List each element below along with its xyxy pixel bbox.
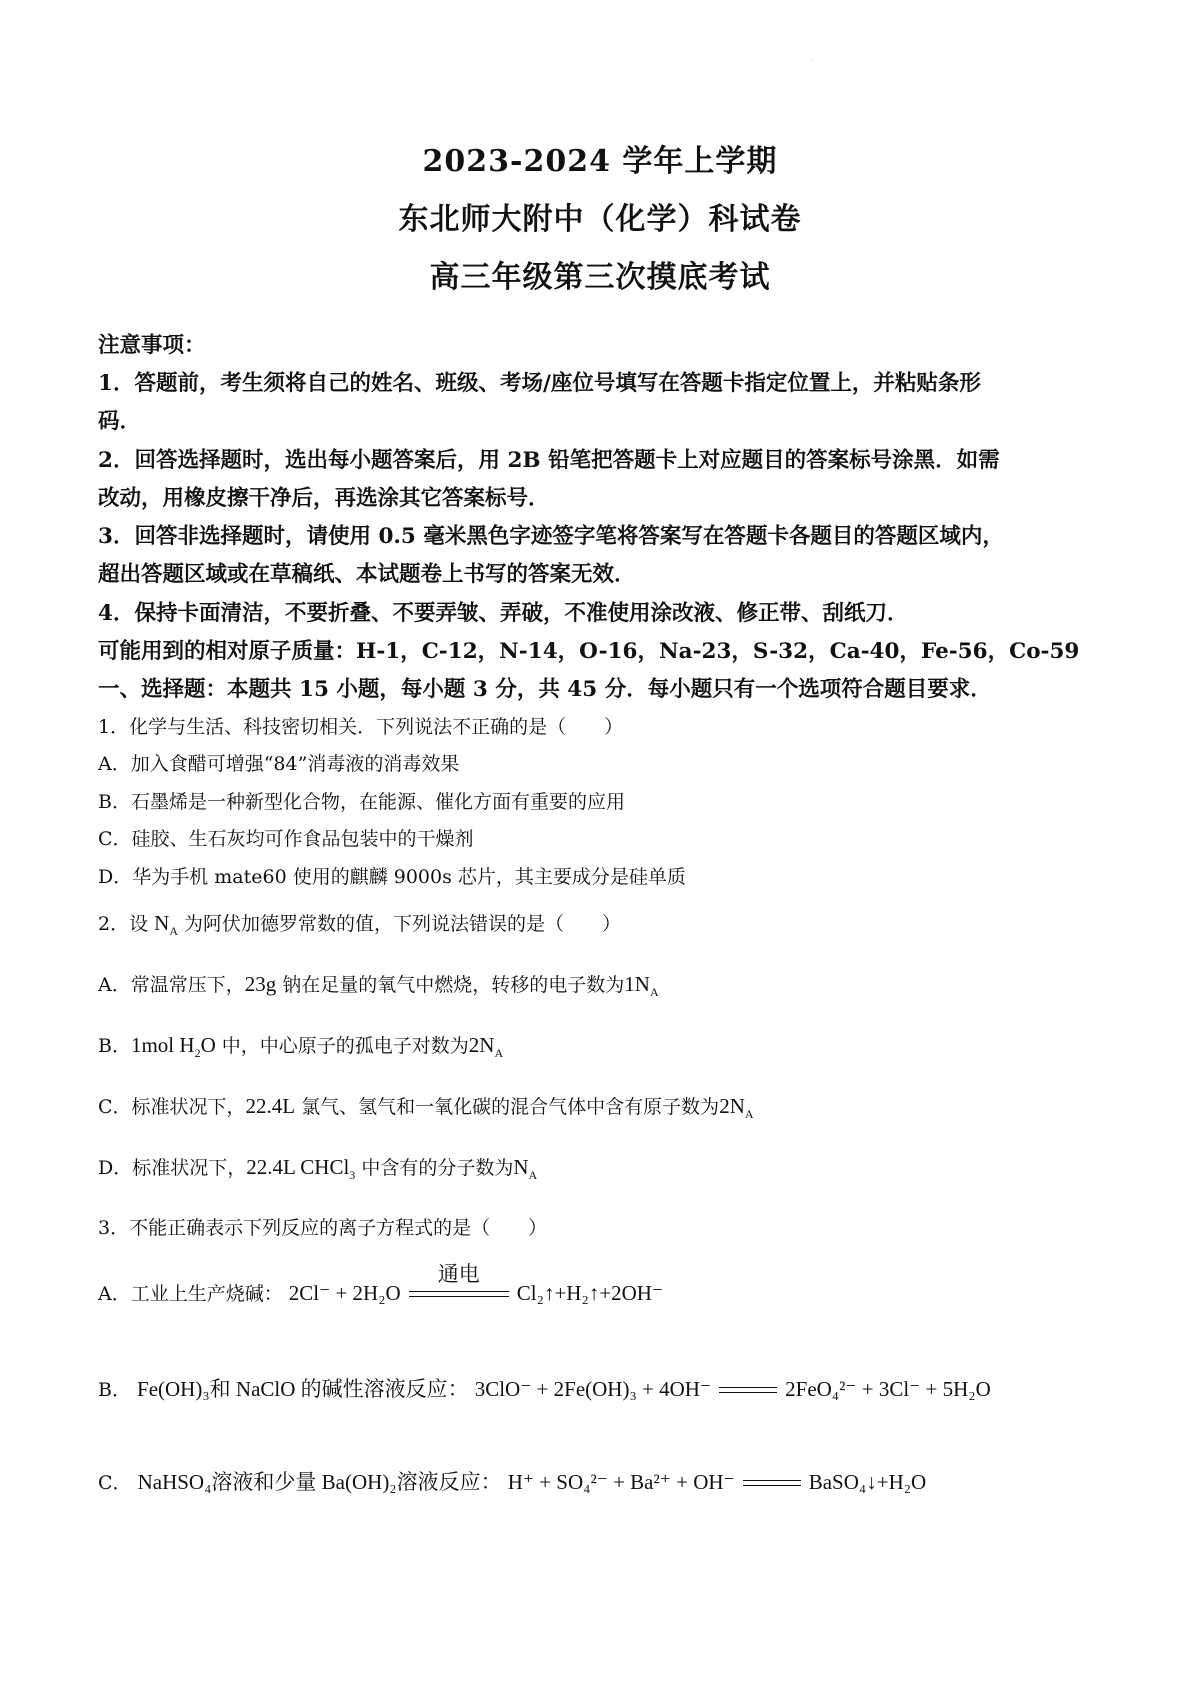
q3-option-c: C． NaHSO₄溶液和少量 Ba(OH)₂溶液反应： H⁺ + SO₄²⁻ + Ba²⁺ + OH⁻ BaSO₄↓+H₂O bbox=[98, 1470, 927, 1494]
q1-option-a: A．加入食醋可增强“84”消毒液的消毒效果 bbox=[98, 753, 460, 775]
q3-stem: 3．不能正确表示下列反应的离子方程式的是（ ） bbox=[98, 1217, 548, 1239]
title-line1: 2023-2024 学年上学期 bbox=[422, 144, 778, 179]
scan-speck: · bbox=[810, 58, 812, 65]
atomic-mass-line: 可能用到的相对原子质量：H-1，C-12，N-14，O-16，Na-23，S-32，Ca-40，Fe-56，Co-59 bbox=[98, 639, 1080, 664]
title-line2: 东北师大附中（化学）科试卷 bbox=[398, 202, 802, 237]
q2-stem: 2．设 $N_A$ 为阿伏加德罗常数的值，下列说法错误的是（ ） bbox=[98, 911, 622, 939]
section-heading: 一、选择题：本题共 15 小题，每小题 3 分，共 45 分．每小题只有一个选项符合题目要求． bbox=[98, 677, 992, 702]
q1-stem: 1．化学与生活、科技密切相关．下列说法不正确的是（ ） bbox=[98, 716, 624, 738]
notice-item3-b: 超出答题区域或在草稿纸、本试题卷上书写的答案无效． bbox=[98, 562, 636, 587]
title-line3: 高三年级第三次摸底考试 bbox=[429, 260, 771, 295]
q2-option-a: A．常温常压下，23g 钠在足量的氧气中燃烧，转移的电子数为$1N_A$ bbox=[98, 972, 659, 1000]
notice-item2-b: 改动，用橡皮擦干净后，再选涂其它答案标号． bbox=[98, 486, 550, 511]
q1-option-b: B．石墨烯是一种新型化合物，在能源、催化方面有重要的应用 bbox=[98, 791, 625, 813]
notice-item3-a: 3．回答非选择题时，请使用 0.5 毫米黑色字迹签字笔将答案写在答题卡各题目的答题区域内， bbox=[98, 524, 1004, 549]
q3-option-a: A．工业上生产烧碱： 2Cl⁻ + 2H₂O 通电 Cl₂↑+H₂↑+2OH⁻ bbox=[98, 1262, 664, 1305]
notice-heading: 注意事项： bbox=[98, 333, 206, 358]
q2-option-c: C．标准状况下，22.4L 氯气、氢气和一氧化碳的混合气体中含有原子数为$2N_A$ bbox=[98, 1094, 754, 1122]
equation-bar bbox=[743, 1477, 801, 1491]
q1-option-c: C．硅胶、生石灰均可作食品包装中的干燥剂 bbox=[98, 828, 474, 850]
notice-item1-b: 码． bbox=[98, 409, 142, 434]
notice-item1-a: 1．答题前，考生须将自己的姓名、班级、考场/座位号填写在答题卡指定位置上，并粘贴条形 bbox=[98, 371, 981, 396]
q3-option-b: B． Fe(OH)₃和 NaClO 的碱性溶液反应： 3ClO⁻ + 2Fe(OH)₃ + 4OH⁻ 2FeO₄²⁻ + 3Cl⁻ + 5H₂O bbox=[98, 1377, 991, 1401]
equation-bar: 通电 bbox=[409, 1288, 509, 1302]
q1-option-d: D．华为手机 mate60 使用的麒麟 9000s 芯片，其主要成分是硅单质 bbox=[98, 866, 686, 888]
q2-option-b: B．1mol $H_2O$ 中，中心原子的孤电子对数为$2N_A$ bbox=[98, 1033, 504, 1061]
notice-item4: 4．保持卡面清洁，不要折叠、不要弄皱、弄破，不准使用涂改液、修正带、刮纸刀． bbox=[98, 601, 909, 626]
notice-item2-a: 2．回答选择题时，选出每小题答案后，用 2B 铅笔把答题卡上对应题目的答案标号涂黑．如需 bbox=[98, 448, 1000, 473]
q2-option-d: D．标准状况下，22.4L CHCl$_3$ 中含有的分子数为$N_A$ bbox=[98, 1155, 538, 1183]
equation-bar bbox=[719, 1384, 777, 1398]
